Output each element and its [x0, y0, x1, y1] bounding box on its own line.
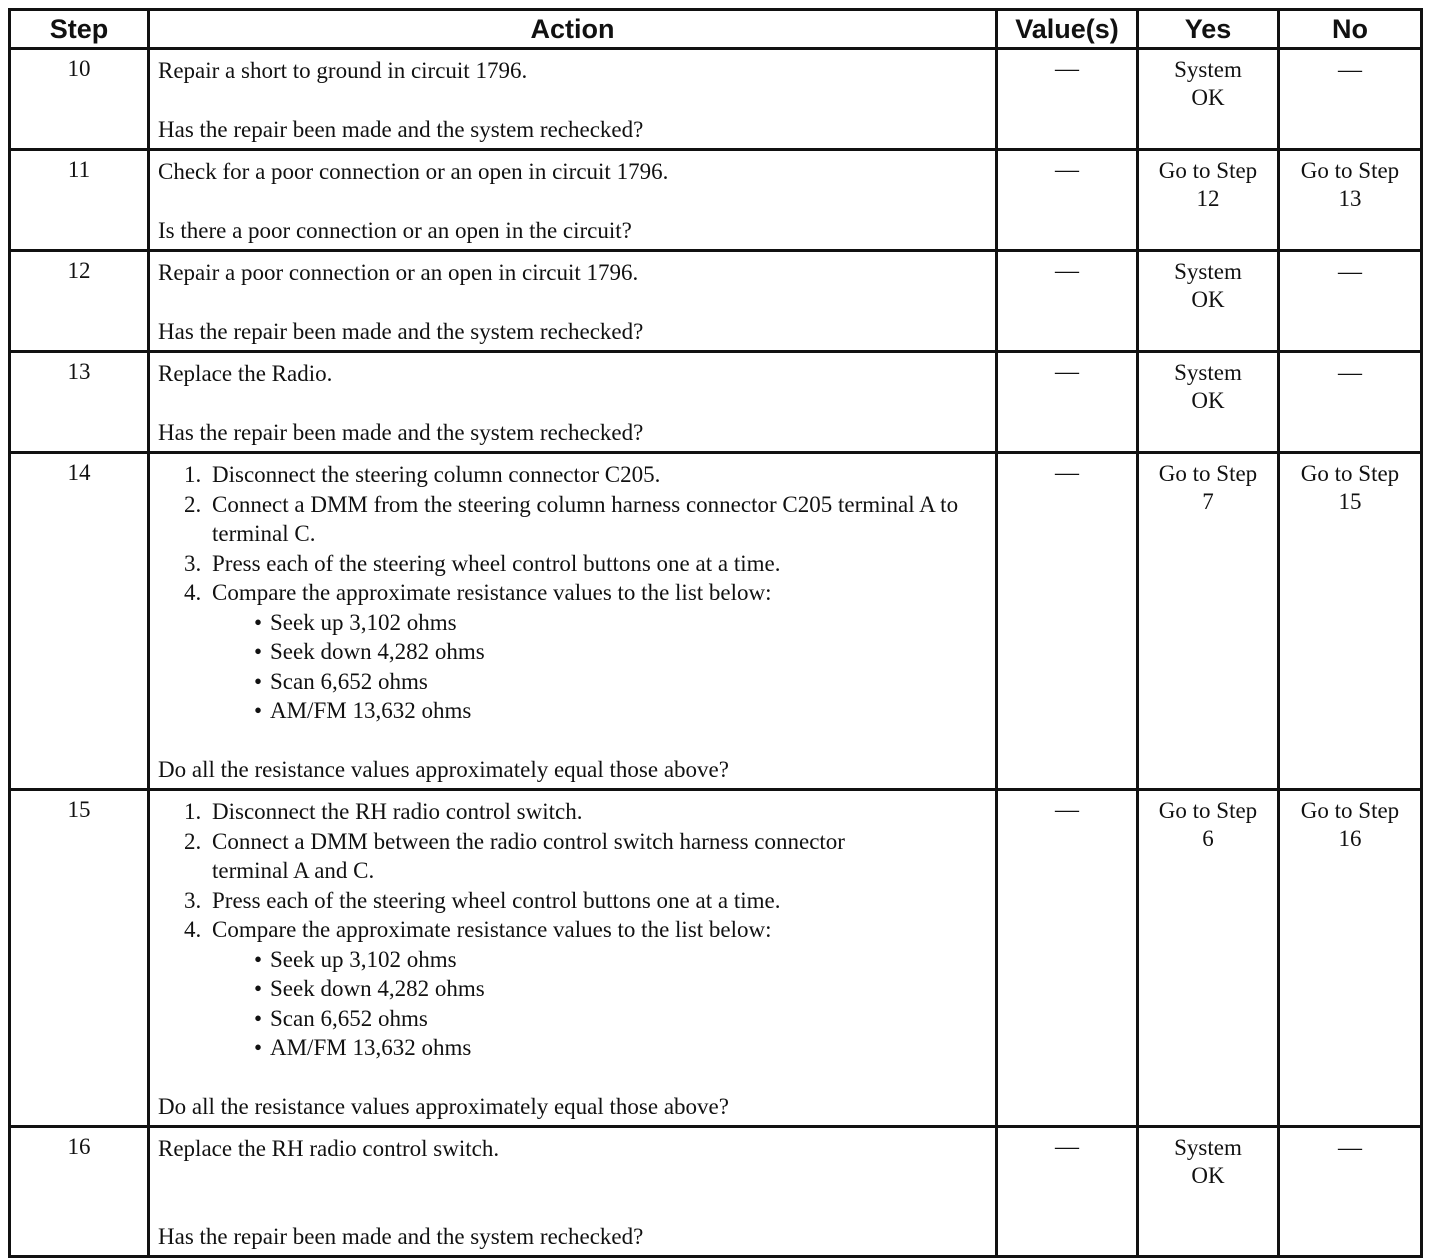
values-dash: —	[1055, 1134, 1079, 1160]
action-cell	[149, 790, 997, 1127]
step-number: 13	[10, 352, 149, 453]
header-yes: Yes	[1138, 10, 1279, 49]
step-number: 16	[10, 1127, 149, 1257]
yes-cell: System OK	[1138, 49, 1279, 150]
action-text: Replace the RH radio control switch.	[158, 1136, 500, 1161]
substep-number: 3.	[184, 550, 202, 576]
no-cell	[1279, 251, 1422, 352]
values-cell	[997, 453, 1138, 790]
action-text: Repair a poor connection or an open in circuit 1796.	[158, 260, 639, 285]
header-no: No	[1279, 10, 1422, 49]
step-number: 12	[10, 251, 149, 352]
values-dash: —	[1055, 258, 1079, 284]
table-row	[10, 49, 1422, 150]
substep-number: 3.	[184, 887, 202, 913]
substep-text: Disconnect the steering column connector C205.	[212, 462, 661, 487]
action-question: Has the repair been made and the system rechecked?	[158, 116, 644, 142]
yes-cell: System OK	[1138, 352, 1279, 453]
table-row	[10, 453, 1422, 790]
no-dash: —	[1338, 360, 1362, 386]
substep-text: Compare the approximate resistance values to the list below:	[212, 580, 772, 605]
action-text: Repair a short to ground in circuit 1796.	[158, 58, 528, 83]
table-row	[10, 251, 1422, 352]
substep-text: Compare the approximate resistance values to the list below:	[212, 917, 772, 942]
resistance-item: • AM/FM 13,632 ohms	[254, 1033, 987, 1063]
substep-number: 2.	[184, 491, 202, 517]
action-text: Replace the Radio.	[158, 361, 333, 386]
substep-list	[158, 460, 987, 608]
resistance-item: • Seek up 3,102 ohms	[254, 945, 987, 975]
substep-number: 1.	[184, 462, 202, 487]
substep-number: 4.	[184, 917, 202, 942]
action-question: Do all the resistance values approximately equal those above?	[158, 1093, 729, 1119]
action-cell	[149, 352, 997, 453]
substep-text: Disconnect the RH radio control switch.	[212, 799, 583, 824]
values-cell	[997, 150, 1138, 251]
header-values: Value(s)	[997, 10, 1138, 49]
yes-cell: Go to Step 7	[1138, 453, 1279, 790]
no-cell	[1279, 49, 1422, 150]
no-cell: Go to Step 16	[1279, 790, 1422, 1127]
yes-cell: System OK	[1138, 1127, 1279, 1257]
table-row	[10, 790, 1422, 1127]
diagnostic-table-container	[8, 8, 1420, 1258]
values-dash: —	[1055, 157, 1079, 183]
substep-item	[184, 797, 987, 827]
step-number: 14	[10, 453, 149, 790]
header-action: Action	[149, 10, 997, 49]
substep-item	[184, 886, 987, 916]
values-dash: —	[1055, 797, 1079, 823]
yes-cell: Go to Step 12	[1138, 150, 1279, 251]
no-cell	[1279, 1127, 1422, 1257]
substep-item	[184, 490, 987, 549]
resistance-item: • Scan 6,652 ohms	[254, 667, 987, 697]
step-number: 11	[10, 150, 149, 251]
yes-cell: System OK	[1138, 251, 1279, 352]
action-question: Has the repair been made and the system rechecked?	[158, 318, 644, 344]
substep-text: Connect a DMM between the radio control switch harness connector terminal A and C.	[212, 828, 845, 883]
table-row	[10, 1127, 1422, 1257]
action-question: Has the repair been made and the system rechecked?	[158, 419, 644, 445]
table-header-row	[10, 10, 1422, 49]
no-cell: Go to Step 15	[1279, 453, 1422, 790]
yes-cell: Go to Step 6	[1138, 790, 1279, 1127]
values-dash: —	[1055, 460, 1079, 486]
no-dash: —	[1338, 1135, 1362, 1161]
step-number: 10	[10, 49, 149, 150]
substep-item	[184, 460, 987, 490]
diagnostic-table	[8, 8, 1423, 1258]
values-cell	[997, 251, 1138, 352]
resistance-item: • Seek down 4,282 ohms	[254, 637, 987, 667]
action-question: Is there a poor connection or an open in the circuit?	[158, 217, 632, 243]
substep-item	[184, 578, 987, 608]
substep-number: 2.	[184, 828, 202, 854]
resistance-item: • Scan 6,652 ohms	[254, 1004, 987, 1034]
substep-text: Press each of the steering wheel control buttons one at a time.	[212, 887, 781, 913]
action-cell	[149, 453, 997, 790]
no-cell	[1279, 352, 1422, 453]
resistance-item: • AM/FM 13,632 ohms	[254, 696, 987, 726]
no-cell: Go to Step 13	[1279, 150, 1422, 251]
action-cell	[149, 49, 997, 150]
values-cell	[997, 1127, 1138, 1257]
no-dash: —	[1338, 259, 1362, 285]
no-dash: —	[1338, 57, 1362, 83]
substep-item	[184, 549, 987, 579]
action-cell	[149, 150, 997, 251]
values-cell	[997, 49, 1138, 150]
values-cell	[997, 790, 1138, 1127]
values-dash: —	[1055, 56, 1079, 82]
resistance-item: • Seek down 4,282 ohms	[254, 974, 987, 1004]
table-row	[10, 352, 1422, 453]
values-cell	[997, 352, 1138, 453]
table-row	[10, 150, 1422, 251]
substep-number: 4.	[184, 580, 202, 605]
action-cell	[149, 1127, 997, 1257]
substep-text: Connect a DMM from the steering column harness connector C205 terminal A to terminal C.	[212, 491, 959, 546]
substep-item	[184, 915, 987, 945]
header-step: Step	[10, 10, 149, 49]
values-dash: —	[1055, 359, 1079, 385]
resistance-list	[158, 608, 987, 726]
action-text: Check for a poor connection or an open in circuit 1796.	[158, 159, 669, 184]
step-number: 15	[10, 790, 149, 1127]
substep-number: 1.	[184, 799, 202, 824]
substep-text: Press each of the steering wheel control buttons one at a time.	[212, 550, 781, 576]
substep-item	[184, 827, 987, 886]
resistance-item: • Seek up 3,102 ohms	[254, 608, 987, 638]
action-question: Has the repair been made and the system rechecked?	[158, 1223, 644, 1249]
substep-list	[158, 797, 987, 945]
resistance-list	[158, 945, 987, 1063]
action-cell	[149, 251, 997, 352]
action-question: Do all the resistance values approximately equal those above?	[158, 756, 729, 782]
